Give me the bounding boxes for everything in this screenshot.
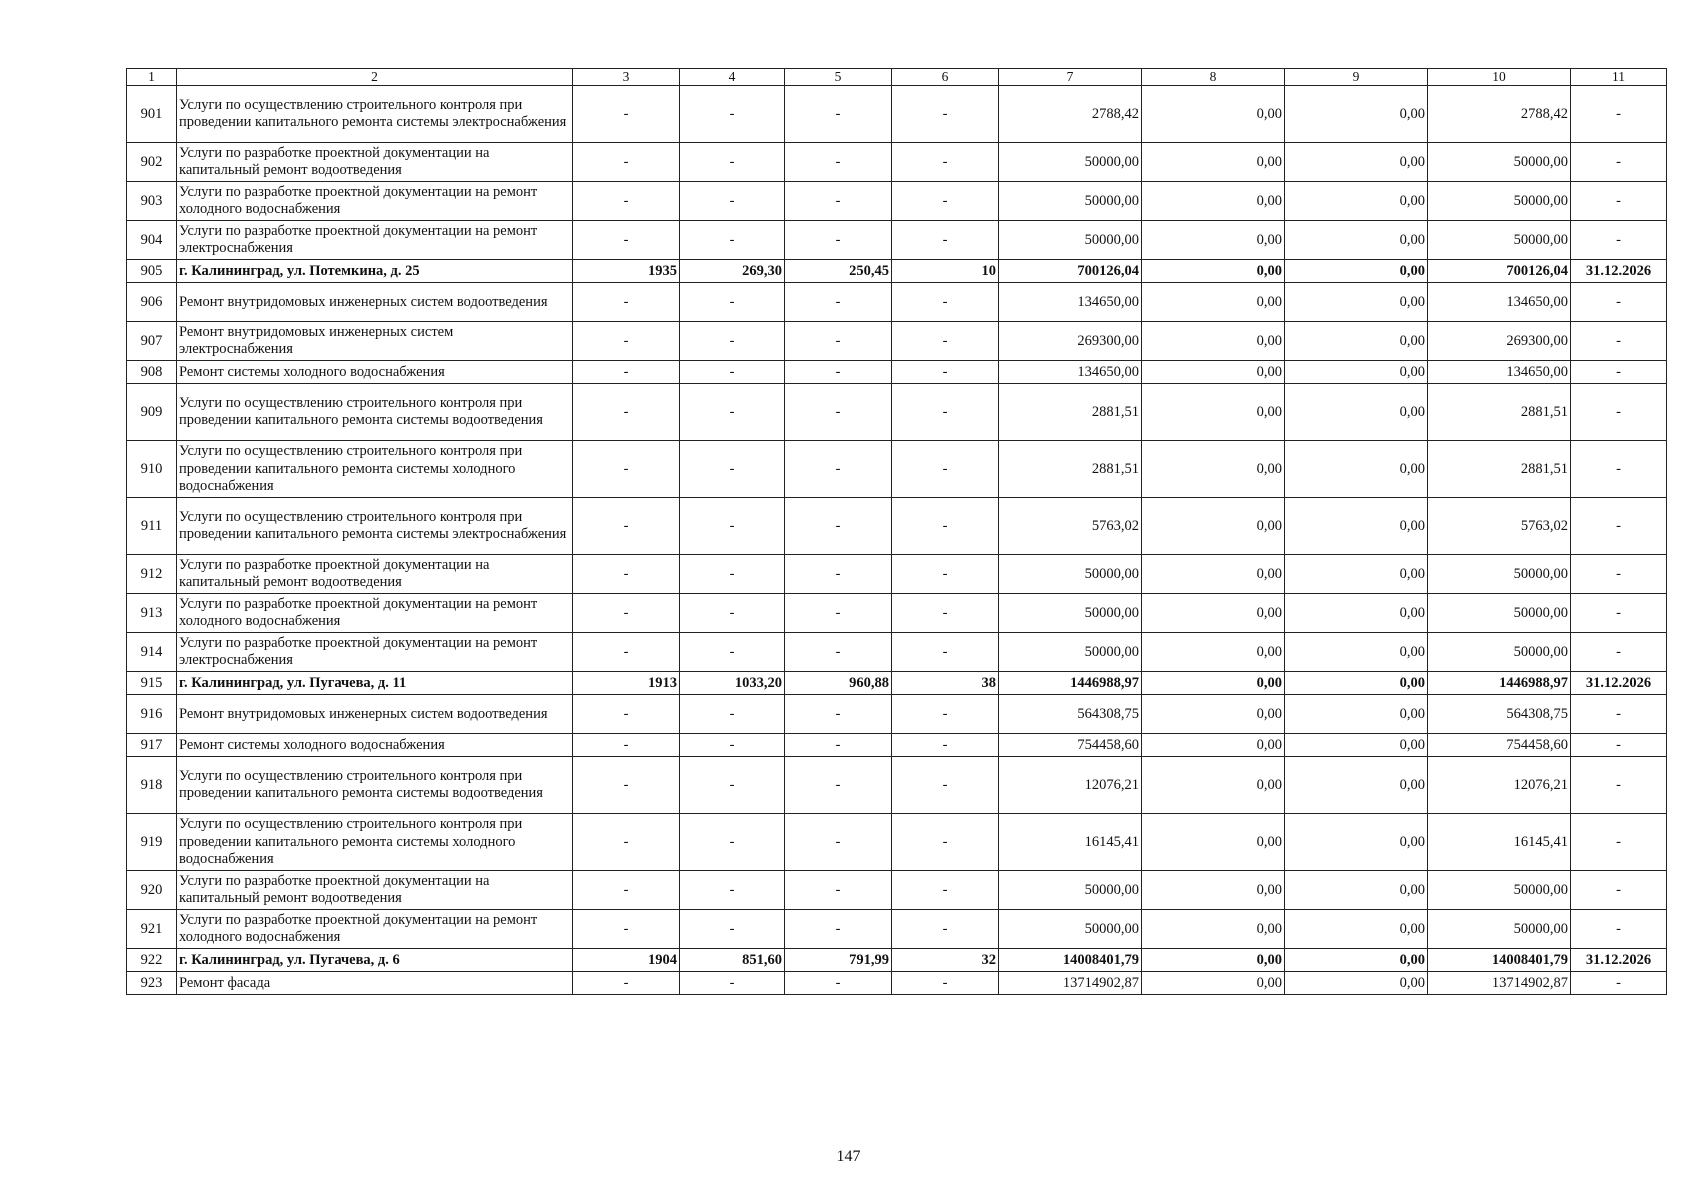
col-11-value: 31.12.2026 [1571, 260, 1667, 283]
col-7-value: 564308,75 [999, 695, 1142, 734]
col-6-value: 32 [892, 949, 999, 972]
col-6-value: 10 [892, 260, 999, 283]
row-number: 912 [127, 555, 177, 594]
col-6-value: - [892, 384, 999, 441]
work-name: Услуги по разработке проектной документации на ремонт холодного водоснабжения [177, 594, 573, 633]
col-6-value: - [892, 441, 999, 498]
col-11-value: 31.12.2026 [1571, 672, 1667, 695]
col-5-value: - [785, 555, 892, 594]
row-number: 902 [127, 143, 177, 182]
col-4-value: - [680, 757, 785, 814]
row-number: 917 [127, 734, 177, 757]
col-5-value: - [785, 910, 892, 949]
row-number: 915 [127, 672, 177, 695]
col-5-value: 960,88 [785, 672, 892, 695]
row-number: 904 [127, 221, 177, 260]
table-row [127, 555, 1667, 594]
col-9-value: 0,00 [1285, 86, 1428, 143]
capital-repair-table [126, 68, 1667, 995]
col-4-value: - [680, 594, 785, 633]
col-11-value: - [1571, 441, 1667, 498]
col-7-value: 50000,00 [999, 221, 1142, 260]
work-name: Услуги по разработке проектной документации на капитальный ремонт водоотведения [177, 555, 573, 594]
col-5-value: - [785, 221, 892, 260]
col-9-value: 0,00 [1285, 260, 1428, 283]
col-11-value: - [1571, 361, 1667, 384]
col-10-value: 50000,00 [1428, 633, 1571, 672]
col-9-value: 0,00 [1285, 949, 1428, 972]
work-name: Услуги по осуществлению строительного контроля при проведении капитального ремонта системы водоотведения [177, 384, 573, 441]
col-7-value: 14008401,79 [999, 949, 1142, 972]
col-8-value: 0,00 [1142, 672, 1285, 695]
col-8-value: 0,00 [1142, 498, 1285, 555]
table-row [127, 182, 1667, 221]
col-10-value: 700126,04 [1428, 260, 1571, 283]
col-10-value: 50000,00 [1428, 910, 1571, 949]
col-10-value: 50000,00 [1428, 182, 1571, 221]
col-11-value: - [1571, 972, 1667, 995]
col-9-value: 0,00 [1285, 910, 1428, 949]
col-9-value: 0,00 [1285, 221, 1428, 260]
col-9-value: 0,00 [1285, 734, 1428, 757]
col-9-value: 0,00 [1285, 594, 1428, 633]
col-3-value: - [573, 498, 680, 555]
col-10-value: 2881,51 [1428, 441, 1571, 498]
col-3-value: - [573, 814, 680, 871]
work-name: Услуги по осуществлению строительного контроля при проведении капитального ремонта системы электроснабжения [177, 86, 573, 143]
col-7-value: 700126,04 [999, 260, 1142, 283]
col-6-value: - [892, 143, 999, 182]
col-5-value: - [785, 441, 892, 498]
col-4-value: - [680, 86, 785, 143]
table-row [127, 814, 1667, 871]
column-number-header [127, 69, 1667, 86]
table-row [127, 143, 1667, 182]
col-11-value: - [1571, 283, 1667, 322]
col-6-value: - [892, 695, 999, 734]
col-10-value: 50000,00 [1428, 221, 1571, 260]
col-9-value: 0,00 [1285, 814, 1428, 871]
col-6-value: - [892, 221, 999, 260]
col-11-value: - [1571, 633, 1667, 672]
col-7-value: 269300,00 [999, 322, 1142, 361]
col-9-value: 0,00 [1285, 143, 1428, 182]
row-number: 903 [127, 182, 177, 221]
col-4-value: - [680, 972, 785, 995]
col-5-value: 791,99 [785, 949, 892, 972]
col-4-value: - [680, 182, 785, 221]
row-number: 907 [127, 322, 177, 361]
col-3-value: - [573, 86, 680, 143]
work-name: Услуги по осуществлению строительного контроля при проведении капитального ремонта системы водоотведения [177, 757, 573, 814]
table-row [127, 972, 1667, 995]
col-8-value: 0,00 [1142, 757, 1285, 814]
col-8-value: 0,00 [1142, 949, 1285, 972]
col-11-value: 31.12.2026 [1571, 949, 1667, 972]
work-name: Услуги по осуществлению строительного контроля при проведении капитального ремонта системы холодного водоснабжения [177, 441, 573, 498]
col-10-value: 50000,00 [1428, 143, 1571, 182]
row-number: 918 [127, 757, 177, 814]
table-row [127, 283, 1667, 322]
col-9-value: 0,00 [1285, 555, 1428, 594]
column-header-4: 4 [680, 69, 785, 86]
col-8-value: 0,00 [1142, 910, 1285, 949]
col-3-value: - [573, 182, 680, 221]
col-3-value: - [573, 441, 680, 498]
col-4-value: - [680, 283, 785, 322]
col-4-value: - [680, 910, 785, 949]
table-row [127, 86, 1667, 143]
col-8-value: 0,00 [1142, 143, 1285, 182]
row-number: 909 [127, 384, 177, 441]
col-9-value: 0,00 [1285, 182, 1428, 221]
row-number: 919 [127, 814, 177, 871]
col-5-value: - [785, 734, 892, 757]
col-9-value: 0,00 [1285, 283, 1428, 322]
col-8-value: 0,00 [1142, 695, 1285, 734]
col-10-value: 134650,00 [1428, 283, 1571, 322]
col-10-value: 50000,00 [1428, 555, 1571, 594]
col-7-value: 13714902,87 [999, 972, 1142, 995]
column-header-2: 2 [177, 69, 573, 86]
col-9-value: 0,00 [1285, 695, 1428, 734]
table-row [127, 949, 1667, 972]
work-name: Ремонт системы холодного водоснабжения [177, 361, 573, 384]
col-5-value: - [785, 757, 892, 814]
col-11-value: - [1571, 814, 1667, 871]
col-6-value: - [892, 498, 999, 555]
col-4-value: - [680, 871, 785, 910]
col-8-value: 0,00 [1142, 322, 1285, 361]
row-number: 908 [127, 361, 177, 384]
col-8-value: 0,00 [1142, 633, 1285, 672]
work-name: Ремонт внутридомовых инженерных систем электроснабжения [177, 322, 573, 361]
col-3-value: - [573, 695, 680, 734]
col-11-value: - [1571, 182, 1667, 221]
col-4-value: - [680, 633, 785, 672]
col-3-value: 1904 [573, 949, 680, 972]
work-name: Услуги по разработке проектной документации на капитальный ремонт водоотведения [177, 871, 573, 910]
col-5-value: 250,45 [785, 260, 892, 283]
table-row [127, 672, 1667, 695]
table-row [127, 322, 1667, 361]
col-5-value: - [785, 361, 892, 384]
col-3-value: - [573, 283, 680, 322]
work-name: Ремонт фасада [177, 972, 573, 995]
col-6-value: - [892, 910, 999, 949]
row-number: 910 [127, 441, 177, 498]
col-6-value: - [892, 734, 999, 757]
table-row [127, 498, 1667, 555]
col-5-value: - [785, 695, 892, 734]
row-number: 914 [127, 633, 177, 672]
col-5-value: - [785, 814, 892, 871]
work-name: Услуги по разработке проектной документации на ремонт холодного водоснабжения [177, 182, 573, 221]
col-9-value: 0,00 [1285, 498, 1428, 555]
row-number: 923 [127, 972, 177, 995]
col-10-value: 2881,51 [1428, 384, 1571, 441]
col-9-value: 0,00 [1285, 322, 1428, 361]
col-4-value: - [680, 143, 785, 182]
col-6-value: - [892, 322, 999, 361]
column-header-3: 3 [573, 69, 680, 86]
col-5-value: - [785, 384, 892, 441]
col-10-value: 50000,00 [1428, 594, 1571, 633]
work-name: Услуги по разработке проектной документации на ремонт электроснабжения [177, 633, 573, 672]
col-11-value: - [1571, 555, 1667, 594]
col-9-value: 0,00 [1285, 757, 1428, 814]
col-7-value: 50000,00 [999, 633, 1142, 672]
col-10-value: 2788,42 [1428, 86, 1571, 143]
col-11-value: - [1571, 498, 1667, 555]
col-7-value: 50000,00 [999, 594, 1142, 633]
col-7-value: 1446988,97 [999, 672, 1142, 695]
col-8-value: 0,00 [1142, 182, 1285, 221]
col-3-value: - [573, 633, 680, 672]
col-11-value: - [1571, 322, 1667, 361]
col-5-value: - [785, 86, 892, 143]
col-6-value: - [892, 871, 999, 910]
col-8-value: 0,00 [1142, 361, 1285, 384]
col-3-value: - [573, 972, 680, 995]
col-10-value: 13714902,87 [1428, 972, 1571, 995]
work-name: Услуги по осуществлению строительного контроля при проведении капитального ремонта системы электроснабжения [177, 498, 573, 555]
row-number: 922 [127, 949, 177, 972]
col-4-value: - [680, 498, 785, 555]
col-8-value: 0,00 [1142, 814, 1285, 871]
col-8-value: 0,00 [1142, 734, 1285, 757]
col-5-value: - [785, 498, 892, 555]
col-4-value: - [680, 221, 785, 260]
col-3-value: - [573, 384, 680, 441]
col-7-value: 5763,02 [999, 498, 1142, 555]
col-5-value: - [785, 594, 892, 633]
col-3-value: - [573, 322, 680, 361]
row-number: 906 [127, 283, 177, 322]
row-number: 920 [127, 871, 177, 910]
col-7-value: 754458,60 [999, 734, 1142, 757]
col-5-value: - [785, 972, 892, 995]
row-number: 911 [127, 498, 177, 555]
col-3-value: - [573, 757, 680, 814]
col-10-value: 564308,75 [1428, 695, 1571, 734]
table-row [127, 734, 1667, 757]
table-row [127, 384, 1667, 441]
table-row [127, 260, 1667, 283]
col-4-value: - [680, 361, 785, 384]
col-11-value: - [1571, 910, 1667, 949]
column-header-9: 9 [1285, 69, 1428, 86]
col-4-value: - [680, 555, 785, 594]
col-7-value: 50000,00 [999, 910, 1142, 949]
col-6-value: - [892, 972, 999, 995]
col-10-value: 754458,60 [1428, 734, 1571, 757]
col-10-value: 16145,41 [1428, 814, 1571, 871]
col-7-value: 50000,00 [999, 143, 1142, 182]
work-name: Услуги по разработке проектной документации на ремонт холодного водоснабжения [177, 910, 573, 949]
col-11-value: - [1571, 384, 1667, 441]
column-header-5: 5 [785, 69, 892, 86]
col-8-value: 0,00 [1142, 441, 1285, 498]
col-11-value: - [1571, 734, 1667, 757]
col-4-value: - [680, 695, 785, 734]
col-9-value: 0,00 [1285, 384, 1428, 441]
col-4-value: - [680, 384, 785, 441]
col-3-value: - [573, 594, 680, 633]
table-body [127, 86, 1667, 995]
col-6-value: - [892, 594, 999, 633]
col-3-value: - [573, 361, 680, 384]
col-4-value: 1033,20 [680, 672, 785, 695]
col-6-value: - [892, 361, 999, 384]
col-9-value: 0,00 [1285, 972, 1428, 995]
table-row [127, 594, 1667, 633]
col-8-value: 0,00 [1142, 594, 1285, 633]
col-4-value: 269,30 [680, 260, 785, 283]
col-8-value: 0,00 [1142, 972, 1285, 995]
col-4-value: - [680, 734, 785, 757]
col-10-value: 134650,00 [1428, 361, 1571, 384]
col-4-value: 851,60 [680, 949, 785, 972]
col-8-value: 0,00 [1142, 221, 1285, 260]
column-header-11: 11 [1571, 69, 1667, 86]
row-number: 905 [127, 260, 177, 283]
col-5-value: - [785, 143, 892, 182]
work-name: г. Калининград, ул. Пугачева, д. 11 [177, 672, 573, 695]
col-9-value: 0,00 [1285, 672, 1428, 695]
page-number: 147 [836, 1148, 861, 1165]
column-header-7: 7 [999, 69, 1142, 86]
col-6-value: - [892, 283, 999, 322]
col-11-value: - [1571, 221, 1667, 260]
column-header-6: 6 [892, 69, 999, 86]
table-row [127, 361, 1667, 384]
col-9-value: 0,00 [1285, 871, 1428, 910]
col-7-value: 2881,51 [999, 384, 1142, 441]
col-3-value: - [573, 143, 680, 182]
data-table-sheet [126, 68, 1666, 995]
col-6-value: - [892, 633, 999, 672]
col-6-value: - [892, 555, 999, 594]
table-row [127, 757, 1667, 814]
col-6-value: - [892, 757, 999, 814]
work-name: г. Калининград, ул. Потемкина, д. 25 [177, 260, 573, 283]
col-10-value: 50000,00 [1428, 871, 1571, 910]
col-10-value: 1446988,97 [1428, 672, 1571, 695]
col-7-value: 50000,00 [999, 555, 1142, 594]
work-name: Услуги по осуществлению строительного контроля при проведении капитального ремонта системы холодного водоснабжения [177, 814, 573, 871]
col-6-value: 38 [892, 672, 999, 695]
col-6-value: - [892, 814, 999, 871]
table-row [127, 633, 1667, 672]
column-header-1: 1 [127, 69, 177, 86]
row-number: 921 [127, 910, 177, 949]
col-8-value: 0,00 [1142, 555, 1285, 594]
col-8-value: 0,00 [1142, 384, 1285, 441]
col-5-value: - [785, 283, 892, 322]
col-6-value: - [892, 182, 999, 221]
col-7-value: 50000,00 [999, 871, 1142, 910]
col-3-value: 1913 [573, 672, 680, 695]
col-11-value: - [1571, 871, 1667, 910]
col-6-value: - [892, 86, 999, 143]
row-number: 901 [127, 86, 177, 143]
table-row [127, 441, 1667, 498]
col-7-value: 2881,51 [999, 441, 1142, 498]
col-11-value: - [1571, 695, 1667, 734]
col-5-value: - [785, 633, 892, 672]
work-name: Ремонт внутридомовых инженерных систем водоотведения [177, 695, 573, 734]
col-4-value: - [680, 322, 785, 361]
col-11-value: - [1571, 594, 1667, 633]
work-name: Услуги по разработке проектной документации на капитальный ремонт водоотведения [177, 143, 573, 182]
col-8-value: 0,00 [1142, 86, 1285, 143]
col-5-value: - [785, 182, 892, 221]
table-row [127, 221, 1667, 260]
col-7-value: 50000,00 [999, 182, 1142, 221]
col-7-value: 134650,00 [999, 361, 1142, 384]
work-name: Ремонт внутридомовых инженерных систем водоотведения [177, 283, 573, 322]
column-header-8: 8 [1142, 69, 1285, 86]
table-row [127, 871, 1667, 910]
col-10-value: 269300,00 [1428, 322, 1571, 361]
col-3-value: - [573, 910, 680, 949]
col-7-value: 2788,42 [999, 86, 1142, 143]
col-3-value: - [573, 221, 680, 260]
col-7-value: 134650,00 [999, 283, 1142, 322]
col-7-value: 12076,21 [999, 757, 1142, 814]
col-5-value: - [785, 871, 892, 910]
work-name: Ремонт системы холодного водоснабжения [177, 734, 573, 757]
col-4-value: - [680, 814, 785, 871]
col-9-value: 0,00 [1285, 441, 1428, 498]
work-name: г. Калининград, ул. Пугачева, д. 6 [177, 949, 573, 972]
col-8-value: 0,00 [1142, 871, 1285, 910]
col-3-value: - [573, 871, 680, 910]
row-number: 916 [127, 695, 177, 734]
col-3-value: - [573, 555, 680, 594]
col-10-value: 14008401,79 [1428, 949, 1571, 972]
work-name: Услуги по разработке проектной документации на ремонт электроснабжения [177, 221, 573, 260]
col-4-value: - [680, 441, 785, 498]
col-8-value: 0,00 [1142, 283, 1285, 322]
col-9-value: 0,00 [1285, 633, 1428, 672]
col-10-value: 5763,02 [1428, 498, 1571, 555]
col-3-value: 1935 [573, 260, 680, 283]
col-7-value: 16145,41 [999, 814, 1142, 871]
col-10-value: 12076,21 [1428, 757, 1571, 814]
col-11-value: - [1571, 757, 1667, 814]
table-row [127, 910, 1667, 949]
col-11-value: - [1571, 86, 1667, 143]
table-row [127, 695, 1667, 734]
column-header-10: 10 [1428, 69, 1571, 86]
col-3-value: - [573, 734, 680, 757]
col-8-value: 0,00 [1142, 260, 1285, 283]
col-9-value: 0,00 [1285, 361, 1428, 384]
col-5-value: - [785, 322, 892, 361]
row-number: 913 [127, 594, 177, 633]
col-11-value: - [1571, 143, 1667, 182]
